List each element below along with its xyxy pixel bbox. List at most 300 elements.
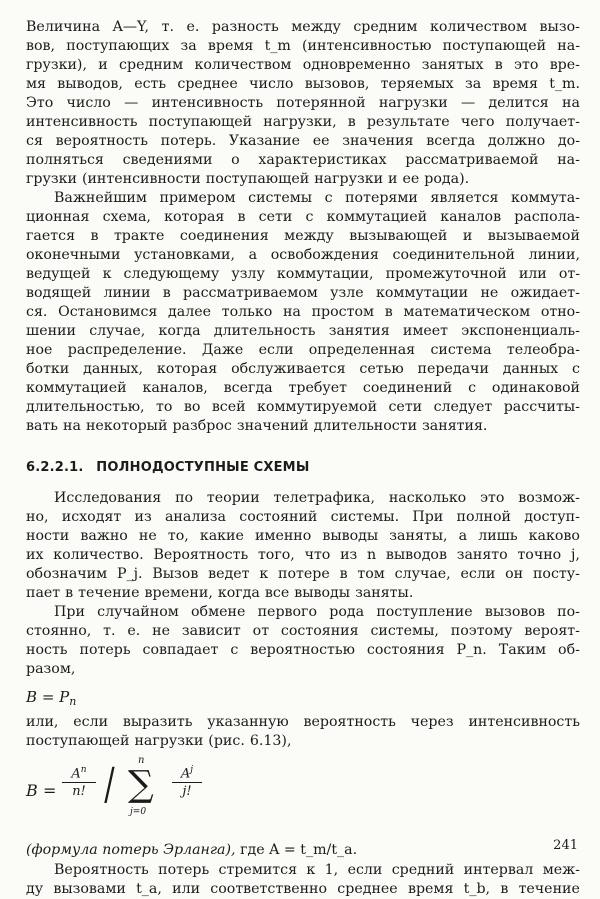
word: занято xyxy=(456,547,508,563)
text-line xyxy=(26,189,580,208)
word: освобождения xyxy=(270,247,379,263)
word: полняться xyxy=(26,152,104,168)
text-line xyxy=(26,341,580,360)
word: время xyxy=(207,38,254,54)
paragraph-intensity xyxy=(26,713,580,751)
word: Величина xyxy=(26,19,101,35)
word: теории xyxy=(206,490,260,506)
word: до- xyxy=(557,133,580,149)
word: на xyxy=(562,95,580,111)
formula-lhs: B xyxy=(26,688,38,706)
word: выводов, xyxy=(57,76,123,92)
word: вызовов xyxy=(484,604,545,620)
erlang-num2: $A^j$ xyxy=(180,765,194,782)
word: все xyxy=(264,585,290,601)
word: об- xyxy=(558,642,580,658)
word: Вероятность xyxy=(54,862,149,878)
word: это xyxy=(514,57,539,73)
word: имеет xyxy=(402,323,449,339)
word: в xyxy=(237,209,246,225)
word: длительность xyxy=(213,323,316,339)
word: а xyxy=(248,247,258,263)
word: сети xyxy=(258,209,293,225)
word: течение xyxy=(518,881,580,897)
word: всегда xyxy=(223,380,273,396)
word: Указание xyxy=(228,133,300,149)
word: интенсивность xyxy=(468,714,580,730)
word: нагрузки xyxy=(378,95,448,111)
word: значения xyxy=(342,133,414,149)
word: количество. xyxy=(53,547,144,563)
word: какие xyxy=(199,528,244,544)
word: A—Y, xyxy=(112,19,150,35)
word: вызо- xyxy=(539,19,580,35)
erlang-fraction-2 xyxy=(172,765,202,799)
word: Вероятность xyxy=(153,547,249,563)
word: длительностью, xyxy=(26,399,145,415)
word: ботки xyxy=(26,361,70,377)
word: на xyxy=(63,418,81,434)
word: вов, xyxy=(26,38,56,54)
word: шении xyxy=(26,323,76,339)
word: к xyxy=(102,266,112,282)
word: и xyxy=(388,171,398,187)
text-line xyxy=(26,417,580,436)
word: на xyxy=(282,304,301,320)
word: одинаковой xyxy=(491,380,580,396)
word: занятых xyxy=(421,57,484,73)
word: Исследования xyxy=(54,490,162,506)
word: е. xyxy=(127,623,141,639)
word: сети xyxy=(388,399,423,415)
text-line xyxy=(26,170,580,189)
word: передачи xyxy=(417,361,489,377)
word: указанную xyxy=(207,714,289,730)
word: то xyxy=(156,399,173,415)
text-line xyxy=(26,360,580,379)
erlang-caption xyxy=(26,839,580,861)
word: в xyxy=(65,585,74,601)
text-line xyxy=(26,546,580,565)
word: это xyxy=(480,490,505,506)
text-line xyxy=(26,322,580,341)
text-line xyxy=(26,94,580,113)
word: линии, xyxy=(528,247,580,263)
word: которая xyxy=(156,361,218,377)
word: вать xyxy=(26,418,59,434)
word: обмене xyxy=(191,604,246,620)
word: телетрафика, xyxy=(273,490,375,506)
word: простом xyxy=(311,304,375,320)
word: j, xyxy=(570,547,580,563)
text-line xyxy=(26,508,580,527)
word: по xyxy=(175,490,194,506)
word: определенная xyxy=(308,342,416,358)
formula-rhs: P xyxy=(59,688,70,706)
word: поступление xyxy=(376,604,473,620)
word: соответственно xyxy=(210,881,328,897)
word: случайном xyxy=(97,604,179,620)
word: требует xyxy=(288,380,347,396)
word: с xyxy=(572,361,580,377)
word: промежуточной xyxy=(385,266,507,282)
word: заняты, xyxy=(389,528,448,544)
word: система xyxy=(430,342,492,358)
word: вероятность xyxy=(55,133,148,149)
word: ду xyxy=(26,881,44,897)
word: каналов, xyxy=(142,380,208,396)
word: мя xyxy=(26,76,46,92)
word: значений xyxy=(236,418,309,434)
page-number: 241 xyxy=(553,838,578,853)
word: первого xyxy=(257,604,318,620)
word: t_m xyxy=(264,38,291,54)
word: рода). xyxy=(424,171,470,187)
word: сетью xyxy=(359,361,404,377)
word: каналов xyxy=(440,209,502,225)
word: на- xyxy=(557,152,580,168)
word: е. xyxy=(186,19,200,35)
word: состояния xyxy=(366,642,445,658)
word: математическом xyxy=(403,304,531,320)
word: теряемых xyxy=(380,76,454,92)
erlang-caption-italic: (формула потерь Эрланга), xyxy=(26,842,236,858)
word: через xyxy=(410,714,454,730)
formula-rhs-sub: n xyxy=(69,695,77,708)
word: коммутации, xyxy=(276,266,374,282)
word: с xyxy=(230,642,239,658)
erlang-formula xyxy=(26,755,580,833)
word: или, xyxy=(26,714,59,730)
word: с xyxy=(468,380,477,396)
word: поступающих xyxy=(66,38,170,54)
word: следует xyxy=(433,399,493,415)
word: из xyxy=(134,509,152,525)
word: вызываемой xyxy=(487,228,580,244)
word: о xyxy=(231,152,240,168)
word: занятия. xyxy=(422,418,488,434)
word: не xyxy=(138,528,157,544)
text-line xyxy=(26,37,580,56)
word: совпадает xyxy=(142,642,219,658)
word: t_b, xyxy=(463,881,491,897)
word: интервал xyxy=(463,862,534,878)
word: стоянно, xyxy=(26,623,92,639)
word: поступающей xyxy=(26,733,130,749)
word: заняты. xyxy=(355,585,414,601)
word: от- xyxy=(558,266,580,282)
word: между xyxy=(284,228,334,244)
word: коммутацией xyxy=(26,380,127,396)
word: сведениями xyxy=(122,152,213,168)
word: P_n. xyxy=(456,642,487,658)
word: рассматриваемом xyxy=(183,285,318,301)
word: вероят- xyxy=(524,623,580,639)
word: является xyxy=(430,190,499,206)
word: системы. xyxy=(330,509,400,525)
word: длительности xyxy=(313,418,418,434)
word: рода xyxy=(329,604,365,620)
word: n xyxy=(367,547,377,563)
word: системы xyxy=(248,190,313,206)
text-line xyxy=(26,622,580,641)
word: анализа xyxy=(164,509,226,525)
word: не xyxy=(480,285,499,301)
section-number: 6.2.2.1. xyxy=(26,460,84,475)
word: ность xyxy=(26,642,68,658)
word: с xyxy=(305,209,314,225)
paragraph-teletraffic-states xyxy=(26,489,580,603)
word: времени, xyxy=(144,585,213,601)
word: некоторый xyxy=(85,418,168,434)
word: вероятностью xyxy=(250,642,355,658)
word: делится xyxy=(488,95,549,111)
word: Важнейшим xyxy=(54,190,147,206)
word: средним xyxy=(353,19,418,35)
word: разброс xyxy=(172,418,232,434)
text-line xyxy=(26,861,580,880)
word: если xyxy=(347,862,383,878)
text-line xyxy=(26,246,580,265)
word: — xyxy=(124,95,139,111)
text-line xyxy=(26,660,580,679)
word: средним xyxy=(119,57,184,73)
erlang-caption-rest: где A = t_m/t_a. xyxy=(240,842,358,858)
word: по- xyxy=(557,604,580,620)
word: далее xyxy=(168,304,212,320)
word: поэтому xyxy=(450,623,513,639)
word: вызовов, xyxy=(304,76,370,92)
word: обозначим xyxy=(26,566,108,582)
word: пает xyxy=(26,585,61,601)
word: полной xyxy=(456,509,511,525)
word: потерянной xyxy=(276,95,366,111)
word: грузки), xyxy=(26,57,87,73)
word: потерь xyxy=(79,642,131,658)
division-slash: / xyxy=(104,759,115,810)
formula-eq: = xyxy=(41,688,55,706)
word: потере xyxy=(278,566,330,582)
word: том xyxy=(357,566,385,582)
word: нагрузки xyxy=(314,171,384,187)
word: данных, xyxy=(83,361,144,377)
word: соединения xyxy=(179,228,269,244)
text-line xyxy=(26,18,580,37)
word: Это xyxy=(26,95,54,111)
section-title: ПОЛНОДОСТУПНЫЕ СХЕМЫ xyxy=(96,460,310,475)
word: время xyxy=(492,76,538,92)
word: зависит xyxy=(181,623,241,639)
word: именно xyxy=(254,528,312,544)
word: распола- xyxy=(514,209,580,225)
word: их xyxy=(26,547,44,563)
text-line xyxy=(26,379,580,398)
word: 6.13), xyxy=(249,733,292,749)
word: на- xyxy=(557,38,580,54)
word: t_m. xyxy=(549,76,580,92)
word: или xyxy=(518,266,547,282)
word: Даже xyxy=(201,342,244,358)
word: — xyxy=(460,95,476,111)
word: характеристиках xyxy=(258,152,387,168)
erlang-lhs: B xyxy=(26,781,38,800)
word: При xyxy=(412,509,444,525)
word: средний xyxy=(391,862,455,878)
text-line xyxy=(26,227,580,246)
text-line xyxy=(26,132,580,151)
word: доступ- xyxy=(524,509,580,525)
word: (интенсивности xyxy=(81,171,201,187)
word: точно xyxy=(517,547,562,563)
text-line xyxy=(26,880,580,899)
word: если xyxy=(460,566,496,582)
word: оконечными xyxy=(26,247,121,263)
text-line xyxy=(26,303,580,322)
word: телеобра- xyxy=(506,342,580,358)
paragraph-probability-limit xyxy=(26,861,580,899)
text-line xyxy=(26,713,580,732)
word: нагрузки, xyxy=(263,114,337,130)
word: Остановимся xyxy=(58,304,158,320)
text-line xyxy=(26,151,580,170)
word: посту- xyxy=(532,566,580,582)
word: и xyxy=(462,228,473,244)
word: ное xyxy=(26,342,53,358)
word: а xyxy=(458,528,468,544)
word: ее xyxy=(312,133,330,149)
word: установками, xyxy=(134,247,235,263)
word: нагрузки xyxy=(134,733,204,749)
word: в xyxy=(90,228,99,244)
word: в xyxy=(339,566,348,582)
word: в xyxy=(162,285,171,301)
word: в xyxy=(500,881,509,897)
word: ведущей xyxy=(26,266,91,282)
erlang-eq: = xyxy=(43,781,57,800)
word: Вызов xyxy=(152,566,199,582)
word: того, xyxy=(257,547,295,563)
text-line xyxy=(26,732,580,751)
formula-b-equals-pn xyxy=(26,685,580,709)
word: потерями xyxy=(345,190,418,206)
word: ожидает- xyxy=(510,285,580,301)
word: когда xyxy=(217,585,260,601)
word: к xyxy=(259,566,269,582)
word: поступающей xyxy=(442,38,547,54)
word: получает- xyxy=(505,114,580,130)
word: случае, xyxy=(394,566,451,582)
paragraph-random-traffic xyxy=(26,603,580,679)
word: количеством xyxy=(194,57,292,73)
word: важно xyxy=(80,528,128,544)
word: данных xyxy=(502,361,559,377)
word: обслуживается xyxy=(231,361,346,377)
word: число xyxy=(66,95,111,111)
text-line xyxy=(26,265,580,284)
word: в xyxy=(347,114,356,130)
word: лишь xyxy=(478,528,518,544)
word: от xyxy=(252,623,270,639)
word: в xyxy=(384,304,393,320)
word: узле xyxy=(330,285,364,301)
erlang-fraction-1 xyxy=(62,765,96,799)
word: рассматриваемой xyxy=(405,152,539,168)
word: не xyxy=(152,623,171,639)
word: одновременно xyxy=(302,57,411,73)
text-line xyxy=(26,641,580,660)
word: (интенсивностью xyxy=(302,38,432,54)
word: занятия xyxy=(328,323,390,339)
word: выводы xyxy=(322,528,379,544)
word: выводов xyxy=(385,547,447,563)
word: исходят xyxy=(61,509,122,525)
word: возмож- xyxy=(518,490,580,506)
word: он xyxy=(505,566,524,582)
word: потерь xyxy=(158,862,210,878)
word: вероятность xyxy=(303,714,396,730)
word: и xyxy=(98,57,108,73)
word: за xyxy=(180,38,197,54)
text-line xyxy=(26,527,580,546)
word: 1, xyxy=(324,862,339,878)
word: разность xyxy=(211,19,279,35)
text-line xyxy=(26,489,580,508)
word: примером xyxy=(159,190,236,206)
word: t_a, xyxy=(136,881,162,897)
word: вызывающей xyxy=(349,228,448,244)
word: ведет xyxy=(208,566,250,582)
word: с xyxy=(324,190,333,206)
text-line xyxy=(26,113,580,132)
word: течение xyxy=(78,585,140,601)
word: среднее xyxy=(177,76,238,92)
text-line xyxy=(26,603,580,622)
word: между xyxy=(291,19,341,35)
word: вызовами xyxy=(53,881,126,897)
word: состояний xyxy=(239,509,318,525)
text-line xyxy=(26,56,580,75)
word: во xyxy=(183,399,201,415)
text-line xyxy=(26,208,580,227)
word: интенсивность xyxy=(26,114,138,130)
word: схема, xyxy=(102,209,151,225)
word: то, xyxy=(167,528,189,544)
word: гается xyxy=(26,228,76,244)
word: ся. xyxy=(26,304,48,320)
word: ся xyxy=(26,133,43,149)
word: При xyxy=(54,604,85,620)
word: поступающей xyxy=(205,171,310,187)
word: ее xyxy=(402,171,420,187)
word: (рис. xyxy=(208,733,245,749)
word: следующему xyxy=(123,266,220,282)
word: коммутируемой xyxy=(257,399,378,415)
word: поступающей xyxy=(148,114,253,130)
sum-upper-limit: n xyxy=(138,755,145,766)
word: в xyxy=(494,57,503,73)
paragraph-circuit-switching xyxy=(26,189,580,436)
word: всей xyxy=(211,399,246,415)
word: за xyxy=(464,76,482,92)
word: коммута- xyxy=(511,190,580,206)
sigma-icon: ∑ xyxy=(128,764,154,805)
word: соединений xyxy=(362,380,453,396)
word: т. xyxy=(161,19,174,35)
word: вре- xyxy=(549,57,580,73)
word: или xyxy=(172,881,201,897)
word: ционная xyxy=(26,209,90,225)
word: насколько xyxy=(388,490,467,506)
